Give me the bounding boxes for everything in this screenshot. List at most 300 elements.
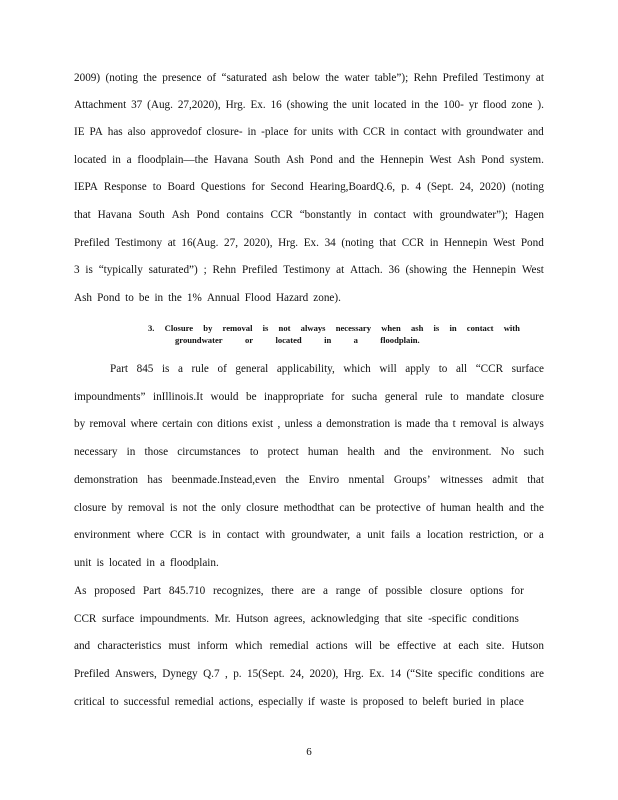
word: tha [434,418,449,430]
word: 100- [443,99,464,111]
word: West [521,264,544,276]
word: which [343,363,371,375]
word: “CCR [475,363,504,375]
word: South [254,154,281,166]
word: applicability, [276,363,335,375]
word: Ash [171,209,190,221]
word: Prefiled [74,668,110,680]
word: located [74,154,107,166]
word: surface [101,613,135,625]
word: range [335,585,361,597]
word: inform [197,640,228,652]
word: impoundments” [74,391,146,403]
word: 24, [459,181,474,193]
word: 2020), [243,237,273,249]
word: specific [437,668,473,680]
word: unit [74,557,92,569]
word: contact [226,529,260,541]
word: that [74,209,91,221]
word: where [130,418,158,430]
word: is [96,557,104,569]
word: to [110,696,119,708]
word: 1% [186,292,202,304]
heading-word: floodplain. [380,335,420,345]
word: be [138,292,150,304]
word: at [336,264,345,276]
text-line [74,208,544,222]
word: Hennepin [472,264,516,276]
word: Attach. [350,264,383,276]
word: 3 [74,264,80,276]
word: Rehn [212,264,237,276]
word: groundwater”); [439,209,508,221]
word: Hearing,BoardQ.6, [309,181,396,193]
word: not [182,502,197,514]
word: -specific [428,613,467,625]
word: a [322,585,328,597]
word: that [384,613,402,625]
text-line [74,528,544,542]
word: the [409,446,423,458]
word: t [452,418,456,430]
word: all [455,363,468,375]
word: has [147,474,163,486]
word: circumstances [177,446,241,458]
word: a [356,529,362,541]
heading-word: by [203,323,213,333]
word: (Sept. [427,181,454,193]
heading-word: 3. [148,323,155,333]
word: Answers, [114,668,157,680]
word: As [74,585,87,597]
word: the [143,72,157,84]
word: by [74,418,86,430]
word: for [251,181,265,193]
word: Second [270,181,304,193]
word: in [429,237,439,249]
word: always [512,418,544,430]
word: in [126,446,136,458]
heading-word: a [353,335,358,345]
word: of [425,502,436,514]
word: general [235,363,269,375]
text-line [110,362,544,376]
word: No [500,446,515,458]
heading-word: Closure [164,323,194,333]
word: which [235,640,263,652]
word: at [443,640,452,652]
word: inappropriate [264,391,324,403]
word: Response [103,181,147,193]
word: groundwater, [291,529,351,541]
word: be [360,502,371,514]
heading-word: is [262,323,269,333]
word: Flood [244,292,271,304]
heading-word: with [503,323,520,333]
heading-word: groundwater [175,335,223,345]
word: recognizes, [212,585,264,597]
word: removal [89,418,127,430]
word: zone [511,99,533,111]
text-line [74,556,544,570]
word: place [500,696,524,708]
word: exist [252,418,274,430]
word: Board [167,181,195,193]
word: Hutson [511,640,544,652]
word: p. [401,181,410,193]
word: IEPA [74,181,98,193]
word: , [224,668,228,680]
word: where [136,529,164,541]
word: Hennepin [380,154,424,166]
word: that [379,237,397,249]
word: Annual [206,292,240,304]
heading-word: when [381,323,401,333]
word: contact [404,126,437,138]
word: conditions [478,668,525,680]
word: flood [482,99,507,111]
word: in [146,557,155,569]
word: Ash [457,154,476,166]
word: closure- [206,126,243,138]
word: is [501,418,509,430]
word: the [360,154,375,166]
word: ash [272,72,288,84]
heading-word: located [275,335,302,345]
word: Part [143,585,162,597]
word: to [438,363,448,375]
word: for [293,126,307,138]
word: be [379,640,390,652]
word: the [202,502,216,514]
word: in [212,529,221,541]
word: CCR [270,209,293,221]
word: , [277,418,281,430]
word: (showing [286,99,329,111]
word: 36 [388,264,400,276]
word: a [538,529,544,541]
word: Attachment [74,99,127,111]
word: those [144,446,169,458]
text-line [74,639,544,653]
word: or [523,529,533,541]
word: proposed [362,696,404,708]
word: and [338,154,355,166]
word: “saturated [221,72,267,84]
word: approvedof [150,126,202,138]
word: remedial [269,640,309,652]
word: saturated”) [148,264,198,276]
word: Enviro [308,474,340,486]
word: site. [486,640,505,652]
word: proposed [94,585,136,597]
word: yr [468,99,479,111]
word: are [530,668,544,680]
word: certain [162,418,193,430]
word: Hagen [514,209,544,221]
word: (noting [511,181,544,193]
word: Pond [520,237,544,249]
word: actions [315,640,348,652]
word: buried [452,696,482,708]
word: health [476,502,504,514]
word: in [390,126,400,138]
heading-word: in [449,323,457,333]
word: unless [284,418,313,430]
word: a [126,154,132,166]
word: the [452,264,467,276]
word: restriction, [469,529,518,541]
word: 2020) [479,181,506,193]
word: rule [425,391,443,403]
word: necessary [74,446,118,458]
word: contact [373,209,407,221]
word: Havana [214,154,249,166]
word: is [350,696,358,708]
word: would [210,391,239,403]
word: IE [74,126,85,138]
word: witnesses [440,474,483,486]
word: made [406,418,431,430]
word: Testimony [483,72,531,84]
word: Q.7 [203,668,220,680]
word: in [411,99,420,111]
text-line [74,417,544,431]
word: is [198,529,206,541]
word: by [111,502,123,514]
heading-word: or [244,335,254,345]
word: closure [429,585,463,597]
word: characteristics [97,640,162,652]
word: to [249,446,259,458]
word: to [408,696,418,708]
word: will [379,363,397,375]
word: 37 [131,99,143,111]
word: health [347,446,375,458]
word: successful [123,696,170,708]
word: located [108,557,142,569]
word: system. [510,154,544,166]
heading-word: always [300,323,326,333]
word: West [493,237,516,249]
word: with [412,209,433,221]
word: remedial [174,696,214,708]
word: beleft [422,696,448,708]
word: environment [74,529,131,541]
word: con [196,418,213,430]
word: apply [405,363,431,375]
word: (“Site [406,668,433,680]
word: general [384,391,418,403]
word: presence [162,72,202,84]
word: sucha [351,391,378,403]
word: impoundments. [139,613,210,625]
word: environment. [432,446,492,458]
word: Prefiled [74,237,110,249]
text-line [74,667,544,681]
word: Hrg. [343,668,364,680]
word: Havana [97,209,132,221]
word: options [470,585,503,597]
word: 34 [324,237,336,249]
word: Mr. [214,613,231,625]
word: Part [110,363,129,375]
word: demonstration [326,418,391,430]
word: Prefiled [442,72,479,84]
word: surface [511,363,544,375]
word: each [458,640,479,652]
word: the [168,292,182,304]
word: there [271,585,294,597]
word: agrees, [273,613,306,625]
word: Ex. [250,99,266,111]
word: and [74,640,91,652]
word: 845 [136,363,154,375]
word: in [247,126,257,138]
word: in [486,696,496,708]
word: p. [233,668,242,680]
word: (noting [105,72,138,84]
word: protect [267,446,299,458]
heading-word: ash [410,323,424,333]
word: has [107,126,123,138]
word: to [450,391,459,403]
word: “typically [98,264,143,276]
word: 24, [290,668,305,680]
text-line [74,445,544,459]
text-line [74,612,519,626]
word: effective [397,640,436,652]
word: the [333,99,347,111]
word: site [407,613,423,625]
text-line [74,236,544,250]
heading-word: removal [222,323,253,333]
word: unit [367,529,385,541]
word: Groups’ [393,474,431,486]
word: admit [492,474,518,486]
text-line [74,153,544,167]
word: water [344,72,370,84]
word: Ex. [369,668,385,680]
word: table”); [374,72,409,84]
text-line [74,501,544,515]
word: floodplain. [170,557,219,569]
word: the [325,72,339,84]
word: 2009) [74,72,101,84]
word: South [138,209,165,221]
word: a [316,418,322,430]
word: closure [74,502,107,514]
word: if [308,696,315,708]
word: location [427,529,464,541]
word: such [523,446,544,458]
word: inIllinois.It [152,391,204,403]
word: Ex. [303,237,319,249]
word: at [167,237,176,249]
word: a [416,529,422,541]
word: methodthat [283,502,335,514]
heading-word: not [278,323,291,333]
word: Dynegy [162,668,198,680]
word: Testimony [115,237,163,249]
word: and [384,446,401,458]
word: waste [319,696,346,708]
word: CCR [363,126,386,138]
word: (showing [405,264,448,276]
word: zone). [313,292,341,304]
word: Hrg. [225,99,246,111]
word: CCR [401,237,425,249]
word: demonstration [74,474,139,486]
heading-word: is [433,323,440,333]
word: Hutson [236,613,269,625]
word: nmental [348,474,385,486]
page-number: 6 [306,746,312,758]
word: units [311,126,334,138]
word: 845.710 [168,585,206,597]
word: must [168,640,191,652]
word: for [331,391,345,403]
word: for [510,585,524,597]
word: contains [226,209,264,221]
text-line [74,263,544,277]
word: Prefiled [241,264,278,276]
text-line [74,98,544,112]
heading-word: contact [466,323,494,333]
text-line [74,473,544,487]
word: mandate [466,391,505,403]
word: 14 [389,668,402,680]
text-line [74,390,544,404]
word: acknowledging [310,613,380,625]
text-line [74,125,544,139]
word: can [339,502,355,514]
word: Rehn [413,72,438,84]
text-line [74,71,544,85]
text-line [74,291,544,305]
word: of [206,72,217,84]
word: Hazard [275,292,309,304]
word: Pond [196,209,220,221]
word: fails [390,529,410,541]
word: 4 [415,181,422,193]
word: will [354,640,373,652]
word: is [394,418,402,430]
heading-word: in [324,335,332,345]
word: the [530,502,544,514]
word: to [125,292,134,304]
word: Pond [481,154,505,166]
word: ; [203,264,207,276]
word: rule [191,363,209,375]
word: is [85,264,93,276]
word: the [424,99,439,111]
word: located [373,99,407,111]
word: with [338,126,359,138]
word: West [429,154,452,166]
word: Hrg. [278,237,299,249]
word: (Aug. [147,99,173,111]
word: actions, [218,696,254,708]
word: 16(Aug. [181,237,219,249]
word: with [265,529,286,541]
word: PA [89,126,103,138]
text-line [74,695,524,709]
word: at [535,72,544,84]
word: Ash [74,292,93,304]
word: CCR [74,613,97,625]
word: critical [74,696,106,708]
